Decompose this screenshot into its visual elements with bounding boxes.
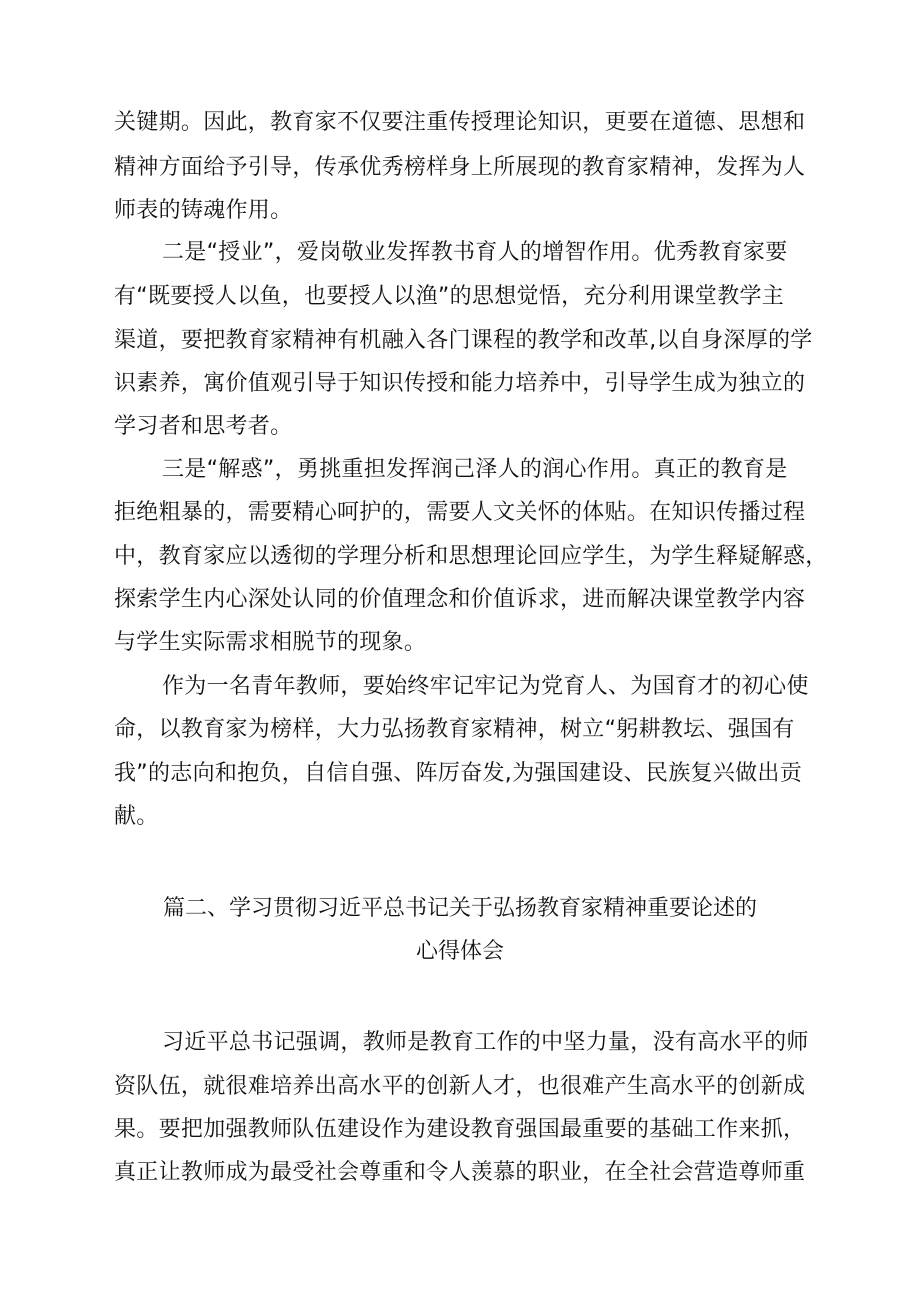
text-line: 与学生实际需求相脱节的现象。 xyxy=(114,630,427,655)
text-line: 资队伍，就很难培养出高水平的创新人才，也很难产生高水平的创新成 xyxy=(114,1074,806,1099)
heading-line: 心得体会 xyxy=(415,939,504,964)
text-line: 有“既要授人以鱼，也要授人以渔”的思想觉悟，充分利用课堂教学主 xyxy=(114,284,785,309)
text-line: 精神方面给予引导，传承优秀榜样身上所展现的教育家精神，发挥为人 xyxy=(114,155,806,180)
text-line: 三是“解惑”，勇挑重担发挥润己泽人的润心作用。真正的教育是 xyxy=(162,457,788,482)
text-line: 探索学生内心深处认同的价值理念和价值诉求，进而解决课堂教学内容 xyxy=(114,587,806,612)
text-line: 师表的铸魂作用。 xyxy=(114,198,293,223)
text-line: 习近平总书记强调，教师是教育工作的中坚力量，没有高水平的师 xyxy=(162,1030,809,1055)
text-line: 我”的志向和抱负，自信自强、阵厉奋发,为强国建设、民族复兴做出贡 xyxy=(114,761,802,786)
text-line: 二是“授业”，爱岗敬业发挥教书育人的增智作用。优秀教育家要 xyxy=(162,240,788,265)
text-line: 识素养，寓价值观引导于知识传授和能力培养中，引导学生成为独立的 xyxy=(114,371,806,396)
text-line: 中，教育家应以透彻的学理分析和思想理论回应学生，为学生释疑解惑， xyxy=(114,544,828,569)
text-line: 拒绝粗暴的，需要精心呵护的，需要人文关怀的体贴。在知识传播过程 xyxy=(114,500,806,525)
text-line: 作为一名青年教师，要始终牢记牢记为党育人、为国育才的初心使 xyxy=(162,674,809,699)
text-line: 关键期。因此，教育家不仅要注重传授理论知识，更要在道德、思想和 xyxy=(114,110,806,135)
text-line: 学习者和思考者。 xyxy=(114,414,293,439)
text-line: 渠道，要把教育家精神有机融入各门课程的教学和改革,以自身深厚的学 xyxy=(114,328,813,353)
text-line: 果。要把加强教师队伍建设作为建设教育强国最重要的基础工作来抓， xyxy=(114,1117,806,1142)
text-line: 献。 xyxy=(114,804,159,829)
text-line: 真正让教师成为最受社会尊重和令人羡慕的职业，在全社会营造尊师重 xyxy=(114,1160,806,1185)
heading-line: 篇二、学习贯彻习近平总书记关于弘扬教育家精神重要论述的 xyxy=(162,896,757,921)
text-line: 命，以教育家为榜样，大力弘扬教育家精神，树立“躬耕教坛、强国有 xyxy=(114,717,795,742)
